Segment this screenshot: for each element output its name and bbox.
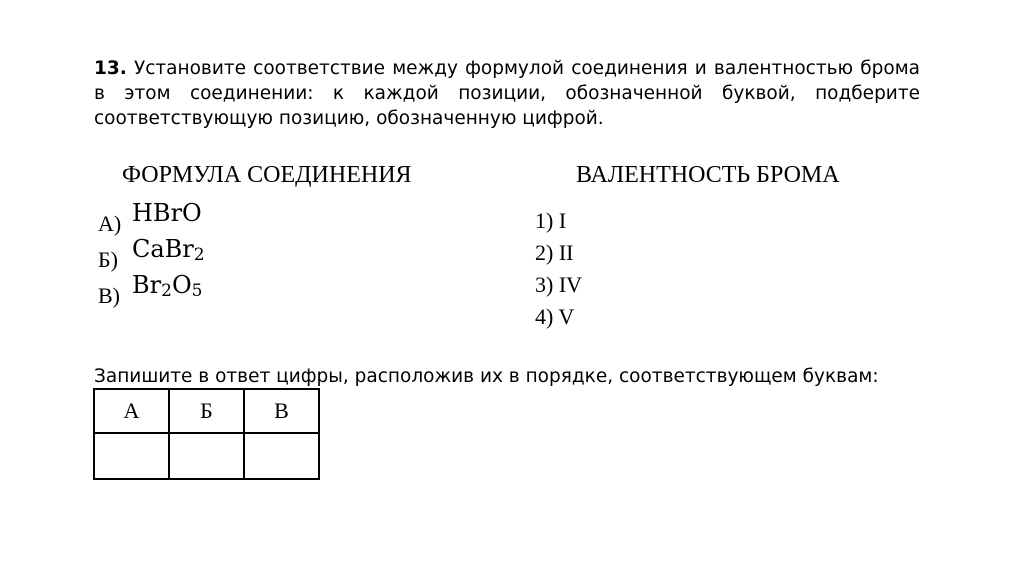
answer-input-row (94, 433, 319, 479)
answer-header-a: А (94, 389, 169, 433)
answer-cell-b[interactable] (169, 433, 244, 479)
valence-option-3: 3) IV (535, 272, 583, 297)
valence-column-header: ВАЛЕНТНОСТЬ БРОМА (576, 162, 840, 188)
formula-column-header: ФОРМУЛА СОЕДИНЕНИЯ (122, 162, 412, 188)
formula-letter: Б) (98, 247, 118, 272)
formula-item-a (98, 199, 202, 237)
task-number: 13. (94, 58, 127, 79)
answer-header-b: Б (169, 389, 244, 433)
task-statement (94, 56, 920, 131)
answer-header-v: В (244, 389, 319, 433)
formula-chem: HBrO (132, 199, 202, 227)
formula-chem: CaBr$_2$ (132, 235, 205, 265)
formula-letter: А) (98, 211, 122, 236)
answer-header-row (94, 389, 319, 433)
formula-item-v (98, 271, 203, 309)
formula-chem: $Br_2O_5$ (132, 271, 203, 301)
valence-option-1: 1) I (535, 208, 567, 233)
task-text: Установите соответствие между формулой соединения и валентностью брома в этом соединении: к каждой позиции, обозначенной буквой, подберите соответствующую позицию, обозначенную цифрой. (94, 58, 920, 129)
valence-option-2: 2) II (535, 240, 574, 265)
formula-item-b (98, 235, 205, 273)
valence-list (535, 205, 582, 333)
answer-prompt: Запишите в ответ цифры, расположив их в порядке, соответствующем буквам: (94, 366, 879, 387)
valence-option-4: 4) V (535, 304, 575, 329)
formula-letter: В) (98, 283, 120, 308)
answer-table (93, 388, 320, 480)
answer-cell-a[interactable] (94, 433, 169, 479)
answer-cell-v[interactable] (244, 433, 319, 479)
